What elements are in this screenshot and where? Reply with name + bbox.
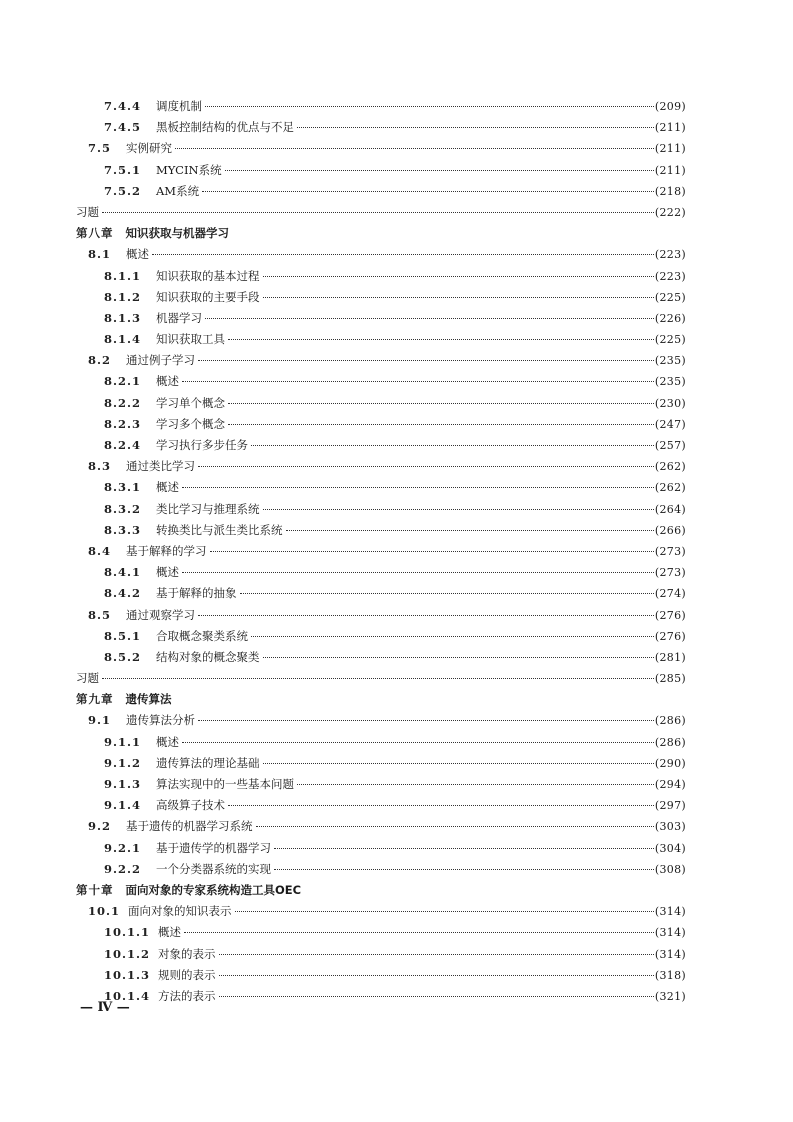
page-reference: (314) <box>654 947 686 961</box>
toc-entry <box>76 393 686 414</box>
toc-entry <box>76 944 686 965</box>
section-title: 概述 <box>156 734 179 749</box>
section-number: 8.5 <box>88 607 112 622</box>
dot-leader <box>219 996 654 997</box>
section-number: 10.1 <box>88 904 121 919</box>
toc-entry <box>76 308 686 329</box>
toc-entry <box>76 371 686 392</box>
toc-entry <box>76 668 686 689</box>
section-title: 知识获取工具 <box>156 332 225 347</box>
page-reference: (321) <box>654 989 686 1003</box>
section-number: 8.4.1 <box>104 565 142 580</box>
dot-leader <box>198 720 654 721</box>
section-title: 调度机制 <box>156 99 202 113</box>
section-number: 10.1.2 <box>104 946 151 961</box>
section-number: 8.2.1 <box>104 374 142 389</box>
page-reference: (235) <box>654 375 686 389</box>
section-title: MYCIN系统 <box>156 162 222 177</box>
toc-entry <box>76 202 686 223</box>
toc-entry <box>76 795 686 816</box>
toc-entry <box>76 287 686 308</box>
section-title: 概述 <box>156 565 179 580</box>
section-title: 基于遗传的机器学习系统 <box>126 819 253 834</box>
page-reference: (211) <box>654 163 686 177</box>
toc-entry <box>76 986 686 1007</box>
dot-leader <box>263 276 654 277</box>
section-number: 9.2.1 <box>104 840 142 855</box>
section-title: 基于遗传学的机器学习 <box>156 840 271 855</box>
toc-entry <box>76 541 686 562</box>
dot-leader <box>184 932 654 933</box>
toc-entry <box>76 732 686 753</box>
dot-leader <box>251 445 654 446</box>
section-title: 习题 <box>76 671 99 686</box>
section-number: 8.2.3 <box>104 416 142 431</box>
dot-leader <box>228 805 654 806</box>
dot-leader <box>198 360 654 361</box>
toc-entry <box>76 456 686 477</box>
page-reference: (230) <box>654 396 686 410</box>
page-reference: (290) <box>654 756 686 770</box>
toc-entry <box>76 477 686 498</box>
toc-entry <box>76 244 686 265</box>
section-number: 8.1 <box>88 247 112 262</box>
section-title: 知识获取的基本过程 <box>156 268 260 283</box>
dot-leader <box>102 212 654 213</box>
dot-leader <box>228 339 654 340</box>
dot-leader <box>297 784 654 785</box>
toc-entry <box>76 350 686 371</box>
section-number: 8.2.2 <box>104 395 142 410</box>
dot-leader <box>102 678 654 679</box>
page-reference: (276) <box>654 629 686 643</box>
page-reference: (218) <box>654 184 686 198</box>
page-reference: (314) <box>654 926 686 940</box>
toc-chapter-heading <box>76 223 686 244</box>
section-number: 8.4 <box>88 543 112 558</box>
dot-leader <box>205 106 654 107</box>
dot-leader <box>228 403 654 404</box>
toc-entry <box>76 901 686 922</box>
section-title: 基于解释的抽象 <box>156 586 237 601</box>
toc-entry <box>76 414 686 435</box>
table-of-contents <box>76 96 686 1007</box>
dot-leader <box>198 615 654 616</box>
section-title: 遗传算法的理论基础 <box>156 755 260 770</box>
page-reference: (211) <box>654 142 686 156</box>
page-reference: (209) <box>654 100 686 113</box>
dot-leader <box>202 191 654 192</box>
page-reference: (281) <box>654 650 686 664</box>
section-title: 方法的表示 <box>158 988 216 1003</box>
section-title: 结构对象的概念聚类 <box>156 649 260 664</box>
section-title: 规则的表示 <box>158 967 216 982</box>
page-reference: (304) <box>654 841 686 855</box>
dot-leader <box>256 826 654 827</box>
toc-entry <box>76 647 686 668</box>
toc-entry <box>76 774 686 795</box>
chapter-title: 知识获取与机器学习 <box>125 226 229 241</box>
toc-entry <box>76 435 686 456</box>
section-title: 概述 <box>158 925 182 940</box>
section-number: 8.5.2 <box>104 649 142 664</box>
page-reference: (286) <box>654 735 686 749</box>
page-reference: (247) <box>654 417 686 431</box>
toc-chapter-heading <box>76 880 686 901</box>
dot-leader <box>182 381 654 382</box>
chapter-title: 面向对象的专家系统构造工具OEC <box>125 882 302 897</box>
dot-leader <box>152 254 654 255</box>
section-number: 8.1.2 <box>104 289 142 304</box>
dot-leader <box>274 848 654 849</box>
page-reference: (286) <box>654 714 686 728</box>
section-title: 概述 <box>156 374 179 389</box>
toc-entry <box>76 329 686 350</box>
page-reference: (262) <box>654 481 686 495</box>
section-title: 学习多个概念 <box>156 416 225 431</box>
section-number: 7.4.4 <box>104 99 142 113</box>
dot-leader <box>225 170 654 171</box>
section-number: 10.1.3 <box>104 967 151 982</box>
page-reference: (308) <box>654 862 686 876</box>
section-title: 通过例子学习 <box>126 353 195 368</box>
page-reference: (274) <box>654 587 686 601</box>
dot-leader <box>205 318 654 319</box>
dot-leader <box>251 636 654 637</box>
section-number: 8.3.1 <box>104 480 142 495</box>
dot-leader <box>219 954 654 955</box>
toc-entry <box>76 753 686 774</box>
toc-chapter-heading <box>76 689 686 710</box>
toc-entry <box>76 710 686 731</box>
section-number: 8.3 <box>88 459 112 474</box>
section-title: 概述 <box>156 480 179 495</box>
dot-leader <box>219 975 654 976</box>
section-title: 通过观察学习 <box>126 607 195 622</box>
section-title: 类比学习与推理系统 <box>156 501 260 516</box>
section-title: 学习单个概念 <box>156 395 225 410</box>
dot-leader <box>175 148 654 149</box>
page-reference: (235) <box>654 354 686 368</box>
section-number: 7.5.2 <box>104 183 142 198</box>
section-number: 8.2.4 <box>104 438 142 452</box>
section-title: 学习执行多步任务 <box>156 438 248 452</box>
dot-leader <box>235 911 654 912</box>
dot-leader <box>263 509 654 510</box>
section-title: 知识获取的主要手段 <box>156 289 260 304</box>
page-reference: (225) <box>654 290 686 304</box>
section-title: 基于解释的学习 <box>126 543 207 558</box>
dot-leader <box>198 466 654 467</box>
section-number: 8.2 <box>88 353 112 368</box>
section-number: 7.5.1 <box>104 162 142 177</box>
chapter-number: 第八章 <box>76 226 114 241</box>
section-number: 9.1 <box>88 713 112 728</box>
dot-leader <box>228 424 654 425</box>
dot-leader <box>263 657 654 658</box>
section-title: 习题 <box>76 204 99 219</box>
page-reference: (294) <box>654 778 686 791</box>
section-number: 8.1.3 <box>104 310 142 325</box>
dot-leader <box>263 763 654 764</box>
dot-leader <box>182 742 654 743</box>
page-reference: (223) <box>654 269 686 283</box>
section-title: 实例研究 <box>126 141 172 156</box>
page-reference: (285) <box>654 672 686 686</box>
section-number: 9.1.3 <box>104 777 142 791</box>
section-number: 8.1.4 <box>104 332 142 347</box>
section-title: 对象的表示 <box>158 946 216 961</box>
toc-entry <box>76 626 686 647</box>
toc-entry <box>76 96 686 117</box>
page-reference: (211) <box>654 121 686 135</box>
section-number: 8.1.1 <box>104 268 142 283</box>
section-number: 8.3.3 <box>104 522 142 537</box>
toc-entry <box>76 181 686 202</box>
section-title: 遗传算法分析 <box>126 713 195 728</box>
page-number-footer: — Ⅳ — <box>80 1000 130 1015</box>
toc-entry <box>76 816 686 837</box>
toc-entry <box>76 138 686 159</box>
dot-leader <box>274 869 654 870</box>
dot-leader <box>240 593 654 594</box>
section-number: 9.1.2 <box>104 755 142 770</box>
section-title: 一个分类器系统的实现 <box>156 861 271 876</box>
section-number: 9.1.4 <box>104 798 142 813</box>
section-title: 概述 <box>126 247 149 262</box>
page-reference: (225) <box>654 333 686 347</box>
dot-leader <box>182 487 654 488</box>
dot-leader <box>182 572 654 573</box>
section-title: 算法实现中的一些基本问题 <box>156 777 294 791</box>
section-title: 高级算子技术 <box>156 798 225 813</box>
toc-entry <box>76 965 686 986</box>
chapter-number: 第十章 <box>76 882 114 897</box>
page-reference: (226) <box>654 311 686 325</box>
page-reference: (303) <box>654 820 686 834</box>
section-number: 9.1.1 <box>104 734 142 749</box>
page-reference: (222) <box>654 205 686 219</box>
section-title: 机器学习 <box>156 310 202 325</box>
section-title: 黑板控制结构的优点与不足 <box>156 120 294 135</box>
page-reference: (257) <box>654 439 686 452</box>
toc-entry <box>76 160 686 181</box>
toc-entry <box>76 859 686 880</box>
toc-entry <box>76 922 686 943</box>
dot-leader <box>263 297 654 298</box>
section-number: 10.1.4 <box>104 988 151 1003</box>
dot-leader <box>210 551 654 552</box>
section-title: 面向对象的知识表示 <box>128 904 232 919</box>
toc-entry <box>76 266 686 287</box>
section-number: 8.3.2 <box>104 501 142 516</box>
section-title: 转换类比与派生类比系统 <box>156 522 283 537</box>
page-reference: (273) <box>654 566 686 580</box>
page-reference: (314) <box>654 905 686 919</box>
page-reference: (273) <box>654 544 686 558</box>
toc-entry <box>76 562 686 583</box>
section-title: 通过类比学习 <box>126 459 195 474</box>
toc-entry <box>76 520 686 541</box>
dot-leader <box>286 530 654 531</box>
toc-entry <box>76 117 686 138</box>
page-reference: (266) <box>654 523 686 537</box>
toc-entry <box>76 838 686 859</box>
chapter-title: 遗传算法 <box>125 692 172 707</box>
page-reference: (264) <box>654 502 686 516</box>
page-reference: (223) <box>654 248 686 262</box>
chapter-number: 第九章 <box>76 692 114 707</box>
section-title: 合取概念聚类系统 <box>156 628 248 643</box>
section-title: AM系统 <box>156 183 200 198</box>
section-number: 10.1.1 <box>104 925 151 940</box>
page-reference: (276) <box>654 608 686 622</box>
section-number: 8.4.2 <box>104 586 142 601</box>
toc-entry <box>76 583 686 604</box>
section-number: 9.2 <box>88 819 112 834</box>
toc-entry <box>76 605 686 626</box>
section-number: 9.2.2 <box>104 861 142 876</box>
section-number: 7.5 <box>88 141 112 156</box>
page-reference: (262) <box>654 460 686 474</box>
section-number: 8.5.1 <box>104 628 142 643</box>
page-reference: (318) <box>654 968 686 982</box>
section-number: 7.4.5 <box>104 120 142 135</box>
toc-entry <box>76 499 686 520</box>
dot-leader <box>297 127 654 128</box>
page-reference: (297) <box>654 799 686 813</box>
